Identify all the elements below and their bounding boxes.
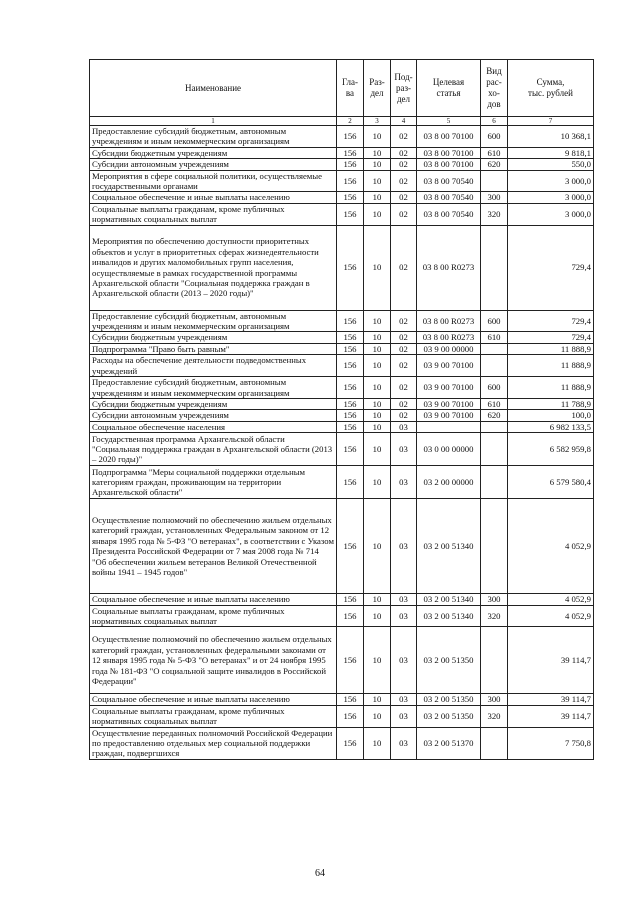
row-target-article: 03 8 00 70540 [417,170,481,192]
row-podrazdel: 02 [391,343,417,354]
row-podrazdel: 03 [391,705,417,727]
row-name: Предоставление субсидий бюджетным, автономным учреждениям и иным некоммерческим организациям [90,126,337,148]
row-glava: 156 [337,126,364,148]
row-glava: 156 [337,694,364,705]
table-row [90,398,594,409]
row-amount: 100,0 [508,410,594,421]
row-razdel: 10 [364,594,391,605]
row-name: Мероприятия в сфере социальной политики, осуществляемые государственными органами [90,170,337,192]
row-target-article: 03 2 00 00000 [417,466,481,499]
row-expense-type: 610 [481,332,508,343]
table-header-row [90,60,594,117]
row-name: Подпрограмма "Меры социальной поддержки отдельным категориям граждан, проживающим на территории Архангельской области" [90,466,337,499]
table-row [90,343,594,354]
row-target-article: 03 8 00 70100 [417,159,481,170]
row-name: Расходы на обеспечение деятельности подведомственных учреждений [90,355,337,377]
column-number: 6 [481,117,508,126]
row-glava: 156 [337,343,364,354]
row-amount: 39 114,7 [508,705,594,727]
row-expense-type [481,225,508,310]
row-razdel: 10 [364,466,391,499]
row-name: Подпрограмма "Право быть равным" [90,343,337,354]
row-glava: 156 [337,355,364,377]
row-amount: 6 582 959,8 [508,433,594,466]
row-podrazdel: 02 [391,192,417,203]
table-row [90,410,594,421]
row-expense-type [481,421,508,432]
row-glava: 156 [337,332,364,343]
row-podrazdel: 03 [391,605,417,627]
table-row [90,499,594,594]
row-name: Субсидии бюджетным учреждениям [90,398,337,409]
row-podrazdel: 03 [391,433,417,466]
row-target-article: 03 2 00 51340 [417,605,481,627]
row-razdel: 10 [364,377,391,399]
row-razdel: 10 [364,421,391,432]
header-razdel: Раз- дел [364,60,391,117]
row-name: Субсидии бюджетным учреждениям [90,147,337,158]
row-name: Субсидии автономным учреждениям [90,159,337,170]
row-target-article: 03 8 00 70540 [417,203,481,225]
row-target-article: 03 9 00 70100 [417,377,481,399]
column-number: 4 [391,117,417,126]
table-row [90,310,594,332]
table-row [90,694,594,705]
row-expense-type [481,499,508,594]
row-podrazdel: 02 [391,377,417,399]
row-expense-type [481,170,508,192]
row-target-article: 03 8 00 70100 [417,126,481,148]
row-amount: 11 788,9 [508,398,594,409]
row-glava: 156 [337,203,364,225]
table-row [90,355,594,377]
row-expense-type: 300 [481,694,508,705]
row-expense-type: 600 [481,310,508,332]
row-razdel: 10 [364,499,391,594]
row-glava: 156 [337,605,364,627]
row-razdel: 10 [364,192,391,203]
column-number: 5 [417,117,481,126]
row-amount: 7 750,8 [508,727,594,759]
table-row [90,605,594,627]
column-number: 1 [90,117,337,126]
row-target-article: 03 8 00 R0273 [417,225,481,310]
row-glava: 156 [337,192,364,203]
row-amount: 3 000,0 [508,203,594,225]
row-expense-type [481,355,508,377]
row-amount: 39 114,7 [508,694,594,705]
row-glava: 156 [337,421,364,432]
header-target: Целевая статья [417,60,481,117]
row-podrazdel: 02 [391,159,417,170]
row-amount: 4 052,9 [508,594,594,605]
row-amount: 39 114,7 [508,627,594,694]
row-amount: 729,4 [508,225,594,310]
row-podrazdel: 02 [391,170,417,192]
row-razdel: 10 [364,147,391,158]
row-name: Государственная программа Архангельской области "Социальная поддержка граждан в Архангельской области (2013 – 2020 годы)" [90,433,337,466]
row-name: Мероприятия по обеспечению доступности приоритетных объектов и услуг в приоритетных сферах жизнедеятельности инвалидов и других маломобильных групп населения, осуществляемые в рамках государственной программы Архангельской области "Социальная поддержка граждан в Архангельской области (2013 – 2020 годы)" [90,225,337,310]
row-podrazdel: 03 [391,466,417,499]
row-expense-type: 610 [481,147,508,158]
table-row [90,466,594,499]
row-glava: 156 [337,627,364,694]
table-row [90,421,594,432]
row-amount: 6 579 580,4 [508,466,594,499]
row-expense-type: 620 [481,410,508,421]
row-razdel: 10 [364,310,391,332]
row-target-article: 03 9 00 00000 [417,343,481,354]
table-row [90,170,594,192]
row-target-article: 03 2 00 51350 [417,705,481,727]
row-razdel: 10 [364,433,391,466]
row-glava: 156 [337,377,364,399]
row-glava: 156 [337,147,364,158]
table-row [90,377,594,399]
row-expense-type [481,466,508,499]
row-podrazdel: 02 [391,410,417,421]
row-razdel: 10 [364,203,391,225]
row-name: Социальное обеспечение и иные выплаты населению [90,192,337,203]
row-podrazdel: 03 [391,627,417,694]
row-amount: 729,4 [508,310,594,332]
row-name: Социальное обеспечение населения [90,421,337,432]
table-row [90,727,594,759]
row-name: Социальное обеспечение и иные выплаты населению [90,694,337,705]
header-sum: Сумма, тыс. рублей [508,60,594,117]
row-name: Осуществление переданных полномочий Российской Федерации по предоставлению отдельных мер социальной поддержки граждан, подвергшихся [90,727,337,759]
row-podrazdel: 03 [391,727,417,759]
row-amount: 6 982 133,5 [508,421,594,432]
row-name: Социальные выплаты гражданам, кроме публичных нормативных социальных выплат [90,705,337,727]
table-row [90,159,594,170]
row-expense-type: 600 [481,126,508,148]
row-razdel: 10 [364,627,391,694]
row-glava: 156 [337,159,364,170]
row-glava: 156 [337,170,364,192]
row-amount: 3 000,0 [508,192,594,203]
row-name: Предоставление субсидий бюджетным, автономным учреждениям и иным некоммерческим организациям [90,310,337,332]
row-target-article: 03 9 00 70100 [417,398,481,409]
row-podrazdel: 03 [391,694,417,705]
row-target-article: 03 9 00 70100 [417,355,481,377]
row-razdel: 10 [364,705,391,727]
row-amount: 4 052,9 [508,605,594,627]
row-expense-type: 610 [481,398,508,409]
table-row [90,332,594,343]
row-podrazdel: 02 [391,398,417,409]
row-amount: 11 888,9 [508,343,594,354]
row-expense-type [481,727,508,759]
row-target-article: 03 2 00 51370 [417,727,481,759]
row-expense-type: 620 [481,159,508,170]
row-glava: 156 [337,594,364,605]
column-number: 7 [508,117,594,126]
row-name: Социальные выплаты гражданам, кроме публичных нормативных социальных выплат [90,605,337,627]
row-target-article: 03 8 00 70540 [417,192,481,203]
row-podrazdel: 03 [391,594,417,605]
row-podrazdel: 02 [391,355,417,377]
row-name: Социальные выплаты гражданам, кроме публичных нормативных социальных выплат [90,203,337,225]
row-glava: 156 [337,499,364,594]
header-glava: Гла- ва [337,60,364,117]
row-target-article: 03 8 00 70100 [417,147,481,158]
row-podrazdel: 03 [391,499,417,594]
row-target-article [417,421,481,432]
row-target-article: 03 8 00 R0273 [417,310,481,332]
table-row [90,126,594,148]
row-target-article: 03 8 00 R0273 [417,332,481,343]
row-glava: 156 [337,398,364,409]
row-amount: 9 818,1 [508,147,594,158]
row-razdel: 10 [364,332,391,343]
row-amount: 4 052,9 [508,499,594,594]
table-row [90,627,594,694]
row-razdel: 10 [364,694,391,705]
page-number: 64 [315,868,325,879]
row-razdel: 10 [364,126,391,148]
row-expense-type: 320 [481,605,508,627]
table-row [90,594,594,605]
row-podrazdel: 02 [391,225,417,310]
header-podrazdel: Под- раз- дел [391,60,417,117]
row-razdel: 10 [364,170,391,192]
row-glava: 156 [337,310,364,332]
table-body [90,126,594,760]
row-glava: 156 [337,410,364,421]
column-number-row [90,117,594,126]
row-target-article: 03 0 00 00000 [417,433,481,466]
header-name: Наименование [90,60,337,117]
table-row [90,433,594,466]
row-amount: 550,0 [508,159,594,170]
row-glava: 156 [337,727,364,759]
row-name: Социальное обеспечение и иные выплаты населению [90,594,337,605]
header-vid: Вид рас- хо- дов [481,60,508,117]
row-name: Осуществление полномочий по обеспечению жильем отдельных категорий граждан, установленных федеральными законами от 12 января 1995 года № 5-ФЗ "О ветеранах" и от 24 ноября 1995 года № 181-ФЗ "О социальной защите инвалидов в Российской Федерации" [90,627,337,694]
budget-table [89,59,594,760]
column-number: 3 [364,117,391,126]
table-row [90,203,594,225]
row-target-article: 03 2 00 51350 [417,627,481,694]
row-name: Предоставление субсидий бюджетным, автономным учреждениям и иным некоммерческим организациям [90,377,337,399]
row-expense-type: 300 [481,594,508,605]
row-razdel: 10 [364,159,391,170]
row-podrazdel: 02 [391,310,417,332]
row-expense-type [481,627,508,694]
column-number: 2 [337,117,364,126]
row-amount: 3 000,0 [508,170,594,192]
row-podrazdel: 03 [391,421,417,432]
row-razdel: 10 [364,343,391,354]
row-expense-type: 300 [481,192,508,203]
row-glava: 156 [337,225,364,310]
row-expense-type: 320 [481,705,508,727]
row-target-article: 03 2 00 51350 [417,694,481,705]
row-target-article: 03 2 00 51340 [417,499,481,594]
row-razdel: 10 [364,605,391,627]
table-row [90,705,594,727]
row-amount: 10 368,1 [508,126,594,148]
row-razdel: 10 [364,398,391,409]
row-razdel: 10 [364,410,391,421]
row-podrazdel: 02 [391,203,417,225]
table-row [90,147,594,158]
row-target-article: 03 2 00 51340 [417,594,481,605]
table-row [90,225,594,310]
row-expense-type: 320 [481,203,508,225]
row-name: Субсидии бюджетным учреждениям [90,332,337,343]
row-target-article: 03 9 00 70100 [417,410,481,421]
row-razdel: 10 [364,727,391,759]
row-expense-type: 600 [481,377,508,399]
row-expense-type [481,343,508,354]
row-glava: 156 [337,433,364,466]
row-amount: 729,4 [508,332,594,343]
row-razdel: 10 [364,355,391,377]
row-expense-type [481,433,508,466]
row-amount: 11 888,9 [508,355,594,377]
row-razdel: 10 [364,225,391,310]
row-name: Осуществление полномочий по обеспечению жильем отдельных категорий граждан, установленных Федеральным законом от 12 января 1995 года № 5-ФЗ "О ветеранах", в соответствии с Указом Президента Российской Федерации от 7 мая 2008 года № 714 "Об обеспечении жильем ветеранов Великой Отечественной войны 1941 – 1945 годов" [90,499,337,594]
table-row [90,192,594,203]
row-podrazdel: 02 [391,147,417,158]
row-glava: 156 [337,705,364,727]
row-name: Субсидии автономным учреждениям [90,410,337,421]
row-glava: 156 [337,466,364,499]
row-amount: 11 888,9 [508,377,594,399]
row-podrazdel: 02 [391,332,417,343]
row-podrazdel: 02 [391,126,417,148]
